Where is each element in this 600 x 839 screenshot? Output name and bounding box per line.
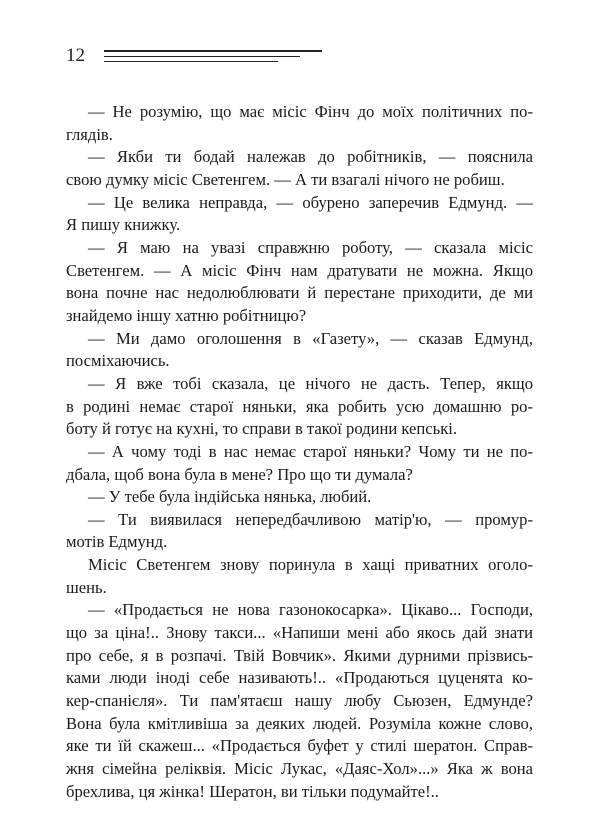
page-number: 12 xyxy=(66,45,85,66)
header-rule-middle xyxy=(104,56,300,57)
text-line: — Якби ти бодай належав до робітників, — пояснила xyxy=(88,147,533,167)
text-line: брехлива, ця жінка! Шератон, ви тільки подумайте!.. xyxy=(66,781,439,801)
text-line: знайдемо іншу хатню робітницю? xyxy=(66,305,307,325)
text-line: мотів Едмунд. xyxy=(66,532,168,552)
header-rule-top xyxy=(104,50,322,52)
text-line: що за ціна!.. Знову такси... «Напиши мені або якось дай знати xyxy=(66,623,533,643)
text-line: Вона була кмітливіша за деяких людей. Розуміла кожне слово, xyxy=(66,713,533,733)
paragraph xyxy=(66,441,533,486)
text-line: — Це велика неправда, — обурено заперечив Едмунд. — xyxy=(88,192,533,212)
text-line: ками люди іноді себе називають!.. «Продаються цуценята ко- xyxy=(66,668,533,688)
text-line: — Я вже тобі сказала, це нічого не дасть. Тепер, якщо xyxy=(88,373,533,393)
paragraph xyxy=(66,328,533,373)
text-line: боту й готує на кухні, то справи в такої родини кепські. xyxy=(66,419,458,439)
text-line: про себе, я в розпачі. Твій Вовчик». Якими дурними прізвись- xyxy=(66,645,533,665)
text-line: — «Продається не нова газонокосарка». Цікаво... Господи, xyxy=(88,600,533,620)
text-line: яке ти їй скажеш... «Продається буфет у стилі шератон. Справ- xyxy=(66,736,533,756)
text-body xyxy=(66,101,533,803)
text-line: Я пишу книжку. xyxy=(66,215,181,235)
paragraph xyxy=(66,373,533,441)
text-line: свою думку місіс Светенгем. — А ти взагалі нічого не робиш. xyxy=(66,169,505,189)
paragraph xyxy=(66,486,533,509)
text-line: Місіс Светенгем знову поринула в хащі приватних оголо- xyxy=(88,555,533,575)
text-line: кер-спанієля». Ти пам'ятаєш нашу любу Сьюзен, Едмунде? xyxy=(66,691,533,711)
text-line: — А чому тоді в нас немає старої няньки? Чому ти не по- xyxy=(88,441,533,461)
text-line: — Я маю на увазі справжню роботу, — сказала місіс xyxy=(88,237,533,257)
paragraph xyxy=(66,599,533,803)
text-line: в родині немає старої няньки, яка робить усю домашню ро- xyxy=(66,396,533,416)
paragraph xyxy=(66,146,533,191)
text-line: — У тебе була індійська нянька, любий. xyxy=(88,487,372,507)
text-line: Светенгем. — А місіс Фінч нам дратувати не можна. Якщо xyxy=(66,260,533,280)
text-line: дбала, щоб вона була в мене? Про що ти думала? xyxy=(66,464,413,484)
text-line: — Ти виявилася непередбачливою матір'ю, — промур- xyxy=(88,509,533,529)
page-header xyxy=(66,42,326,72)
text-line: глядів. xyxy=(66,124,113,144)
paragraph xyxy=(66,554,533,599)
text-line: — Не розумію, що має місіс Фінч до моїх політичних по- xyxy=(88,102,533,121)
text-line: посміхаючись. xyxy=(66,351,170,371)
text-line: вона почне нас недолюблювати й перестане приходити, де ми xyxy=(66,283,533,303)
text-line: жня сімейна реліквія. Місіс Лукас, «Даяс-Хол»...» Яка ж вона xyxy=(66,759,533,779)
paragraph xyxy=(66,237,533,328)
paragraph xyxy=(66,101,533,146)
text-line: шень. xyxy=(66,577,107,597)
header-rule-bottom xyxy=(104,61,278,62)
paragraph xyxy=(66,192,533,237)
paragraph xyxy=(66,509,533,554)
text-line: — Ми дамо оголошення в «Газету», — сказав Едмунд, xyxy=(88,328,533,348)
